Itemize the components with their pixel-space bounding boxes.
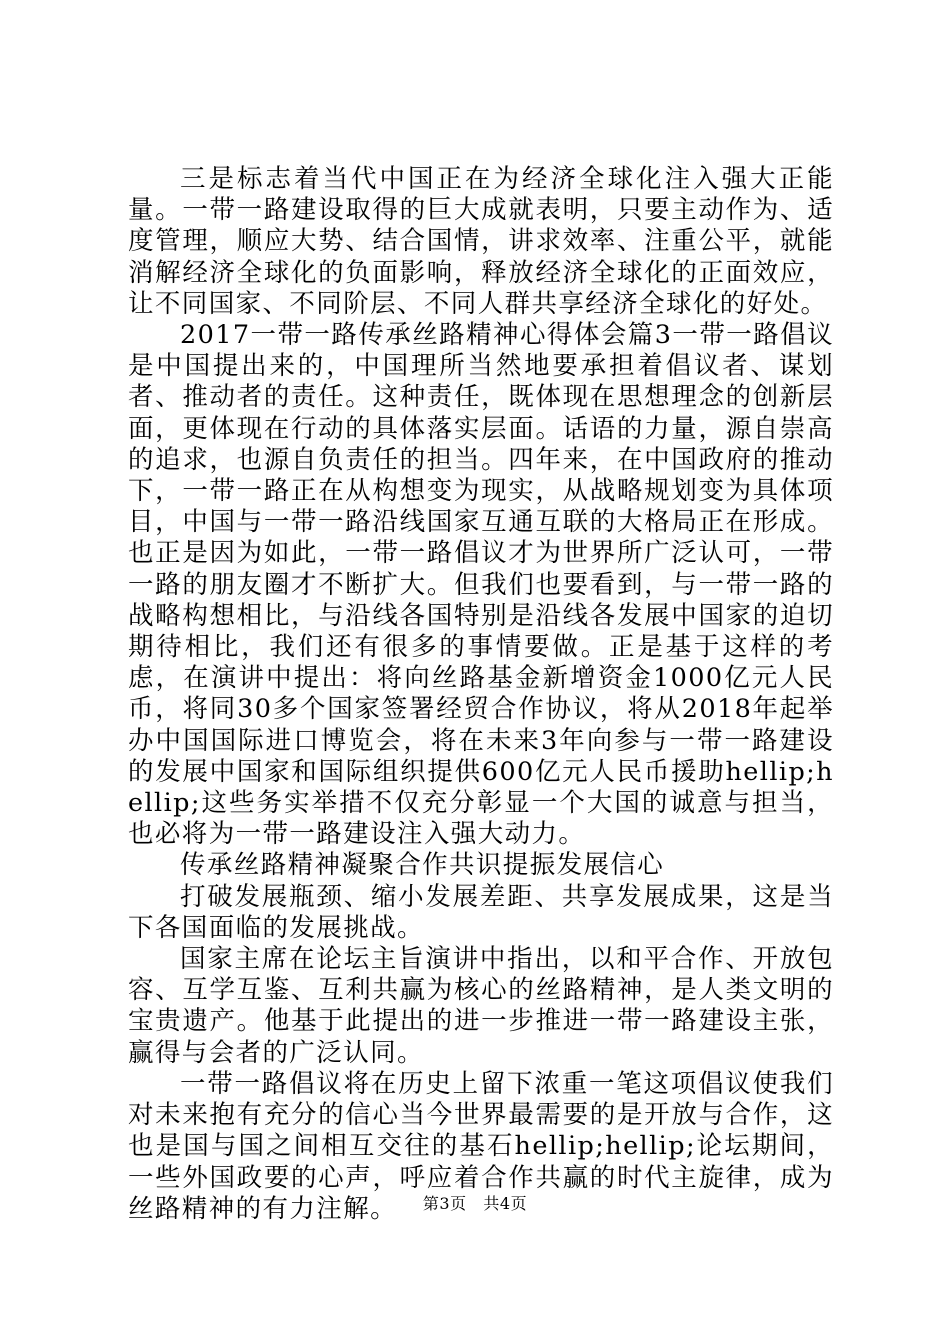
page-footer: [0, 1191, 950, 1214]
paragraph-6: 一带一路倡议将在历史上留下浓重一笔这项倡议使我们对未来抱有充分的信心当今世界最需要的是开放与合作，这也是国与国之间相互交往的基石hellip;hellip;论坛期间，一些外国政要的心声，呼应着合作共赢的时代主旋律，成为丝路精神的有力注解。: [128, 1068, 834, 1224]
paragraph-5: 国家主席在论坛主旨演讲中指出，以和平合作、开放包容、互学互鉴、互利共赢为核心的丝路精神，是人类文明的宝贵遗产。他基于此提出的进一步推进一带一路建设主张，赢得与会者的广泛认同。: [128, 944, 834, 1068]
paragraph-4: 打破发展瓶颈、缩小发展差距、共享发展成果，这是当下各国面临的发展挑战。: [128, 881, 834, 943]
page-total: 共4页: [483, 1194, 528, 1213]
paragraph-1: 三是标志着当代中国正在为经济全球化注入强大正能量。一带一路建设取得的巨大成就表明，只要主动作为、适度管理，顺应大势、结合国情，讲求效率、注重公平，就能消解经济全球化的负面影响，释放经济全球化的正面效应，让不同国家、不同阶层、不同人群共享经济全球化的好处。: [128, 164, 834, 319]
document-body: [128, 164, 834, 1225]
page-separator: [472, 1194, 478, 1213]
page-number: 第3页: [422, 1194, 467, 1213]
paragraph-2: 2017一带一路传承丝路精神心得体会篇3一带一路倡议是中国提出来的，中国理所当然地要承担着倡议者、谋划者、推动者的责任。这种责任，既体现在思想理念的创新层面，更体现在行动的具体落实层面。话语的力量，源自崇高的追求，也源自负责任的担当。四年来，在中国政府的推动下，一带一路正在从构想变为现实，从战略规划变为具体项目，中国与一带一路沿线国家互通互联的大格局正在形成。也正是因为如此，一带一路倡议才为世界所广泛认可，一带一路的朋友圈才不断扩大。但我们也要看到，与一带一路的战略构想相比，与沿线各国特别是沿线各发展中国家的迫切期待相比，我们还有很多的事情要做。正是基于这样的考虑，在演讲中提出：将向丝路基金新增资金1000亿元人民币，将同30多个国家签署经贸合作协议，将从2018年起举办中国国际进口博览会，将在未来3年向参与一带一路建设的发展中国家和国际组织提供600亿元人民币援助hellip;hellip;这些务实举措不仅充分彰显一个大国的诚意与担当，也必将为一带一路建设注入强大动力。: [128, 320, 834, 850]
paragraph-section-heading: 传承丝路精神凝聚合作共识提振发展信心: [180, 850, 665, 881]
